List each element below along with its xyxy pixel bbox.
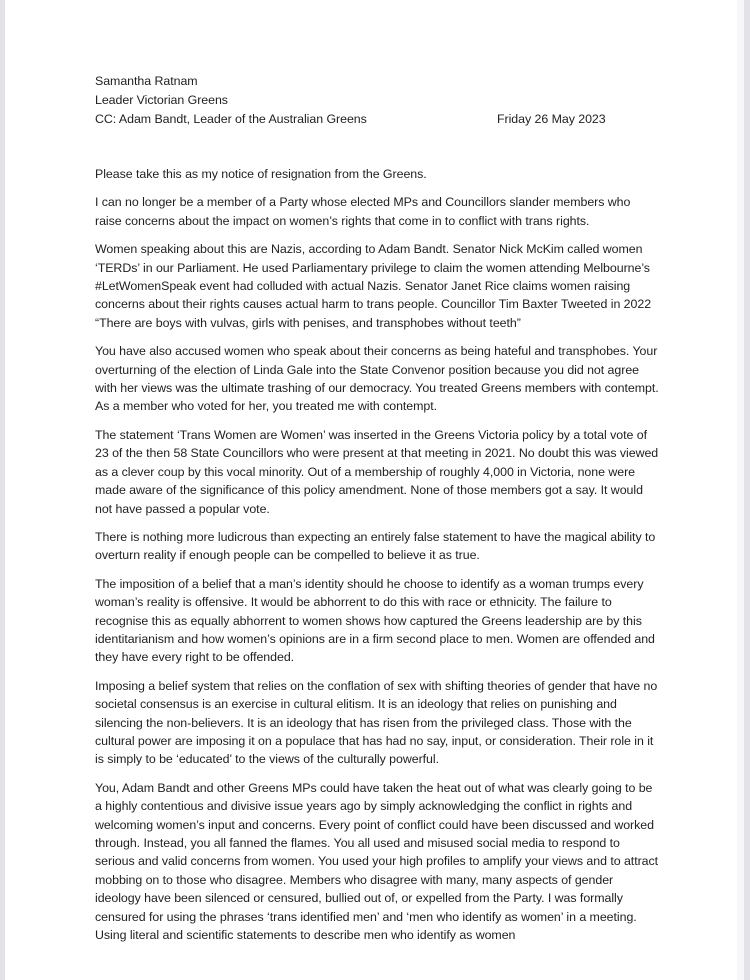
paragraph-imposition: The imposition of a belief that a man’s identity should he choose to identify as a woman trumps every woman’s reality is offensive. It would be abhorrent to do this with race or ethnicity. The failure to recognise this as equally abhorrent to women shows how captured the Greens leadership are by this identitarianism and how women’s opinions are in a firm second place to men. Women are offended and they have every right to be offended. — [95, 576, 655, 665]
paragraph-belief-system: Imposing a belief system that relies on the conflation of sex with shifting theories of gender that have no societal consensus is an exercise in cultural elitism. It is an ideology that relies on punishing and silencing the non-believers. It is an ideology that has risen from the privileged class. Those with the cultural power are imposing it on a populace that has had no say, input, or consideration. Their role in it is simply to be ‘educated’ to the views of the culturally powerful. — [95, 678, 658, 767]
letter-body — [95, 72, 660, 954]
recipient-name: Samantha Ratnam — [95, 74, 198, 88]
paragraph-resignation-notice: Please take this as my notice of resignation from the Greens. — [95, 167, 427, 181]
recipient-title: Leader Victorian Greens — [95, 93, 228, 107]
header-spacer — [95, 129, 660, 165]
paragraph-ludicrous: There is nothing more ludicrous than expecting an entirely false statement to have the magical ability to overturn reality if enough people can be compelled to believe it as true. — [95, 529, 656, 563]
cc-date-row — [95, 110, 660, 129]
paragraph-slander: I can no longer be a member of a Party whose elected MPs and Councillors slander members who raise concerns about the impact on women’s rights that come in to conflict with trans rights. — [95, 195, 631, 228]
page-right-edge — [744, 0, 750, 980]
paragraph-linda-gale: You have also accused women who speak about their concerns as being hateful and transphobes. Your overturning of the election of Linda Gale into the State Convenor position because you did not agree with her views was the ultimate trashing of our democracy. You treated Greens members with contempt. As a member who voted for her, you treated me with contempt. — [95, 344, 659, 414]
letter-date: Friday 26 May 2023 — [497, 112, 606, 126]
paragraph-heat: You, Adam Bandt and other Greens MPs could have taken the heat out of what was clearly going to be a highly contentious and divisive issue years ago by simply acknowledging the conflict in rights and welcoming women’s input and concerns. Every point of conflict could have been discussed and worked through. Instead, you all fanned the flames. You all used and misused social media to respond to serious and valid concerns from women. You used your high profiles to amplify your views and to attract mobbing on to those who disagree. Members who disagree with many, many aspects of gender ideology have been silenced or censured, bullied out of, or expelled from the Party. I was formally censured for using the phrases ‘trans identified men’ and ‘men who identify as women’ in a meeting. Using literal and scientific statements to describe men who identify as women — [95, 780, 659, 943]
page-right-shadow — [737, 0, 744, 980]
paragraph-examples: Women speaking about this are Nazis, according to Adam Bandt. Senator Nick McKim called women ‘TERDs’ in our Parliament. He used Parliamentary privilege to claim the women attending Melbourne’s #LetWomenSpeak event had colluded with actual Nazis. Senator Janet Rice claims women raising concerns about their rights causes actual harm to trans people. Councillor Tim Baxter Tweeted in 2022 “There are boys with vulvas, girls with penises, and transphobes without teeth” — [95, 242, 652, 330]
page-left-edge — [0, 0, 5, 980]
cc-line: CC: Adam Bandt, Leader of the Australian Greens — [95, 112, 367, 126]
paragraph-policy-vote: The statement ‘Trans Women are Women’ was inserted in the Greens Victoria policy by a total vote of 23 of the then 58 State Councillors who were present at that meeting in 2021. No doubt this was viewed as a clever coup by this vocal minority. Out of a membership of roughly 4,000 in Victoria, none were made aware of the significance of this policy amendment. None of those members got a say. It would not have passed a popular vote. — [95, 427, 659, 516]
